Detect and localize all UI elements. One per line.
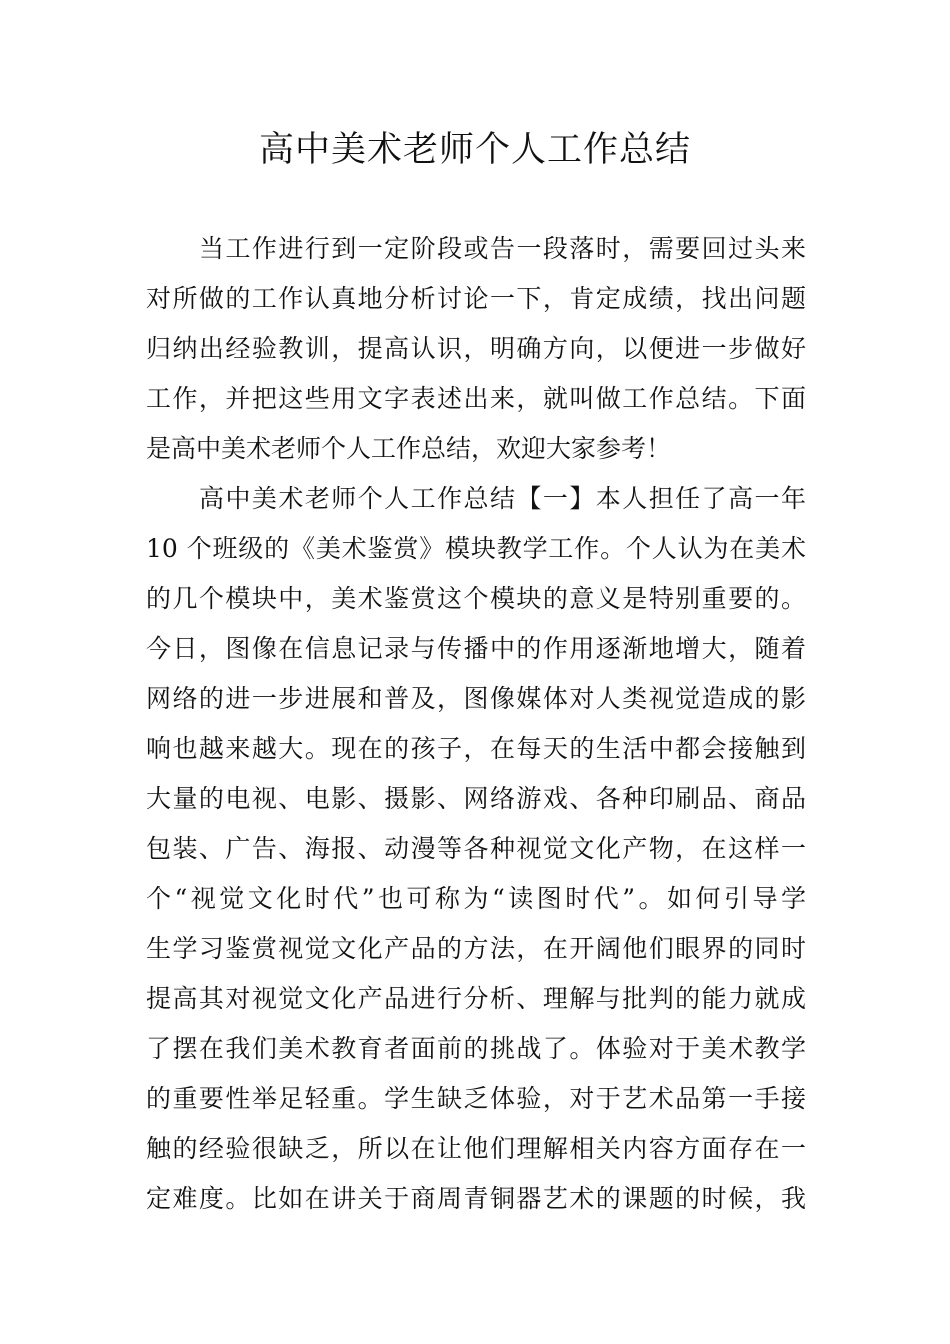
text-line: 今日，图像在信息记录与传播中的作用逐渐地增大，随着: [146, 634, 806, 663]
text-line: 的几个模块中，美术鉴赏这个模块的意义是特别重要的。: [146, 584, 806, 613]
text-line: 高中美术老师个人工作总结【一】本人担任了高一年: [199, 484, 806, 513]
text-line: 定难度。比如在讲关于商周青铜器艺术的课题的时候，我: [146, 1184, 806, 1213]
paragraph-intro: [146, 224, 806, 474]
text-line: 包装、广告、海报、动漫等各种视觉文化产物，在这样一: [146, 834, 806, 863]
document-title: 高中美术老师个人工作总结: [258, 130, 691, 170]
text-line: 生学习鉴赏视觉文化产品的方法，在开阔他们眼界的同时: [146, 934, 806, 963]
text-line: 归纳出经验教训，提高认识，明确方向，以便进一步做好: [146, 334, 806, 363]
text-line: 工作，并把这些用文字表述出来，就叫做工作总结。下面: [146, 384, 806, 413]
text-line: 10 个班级的《美术鉴赏》模块教学工作。个人认为在美术: [146, 534, 806, 563]
document-body: [146, 224, 806, 1224]
text-line: 触的经验很缺乏，所以在让他们理解相关内容方面存在一: [146, 1134, 806, 1163]
text-line: 是高中美术老师个人工作总结，欢迎大家参考！: [146, 434, 672, 463]
text-line: 提高其对视觉文化产品进行分析、理解与批判的能力就成: [146, 984, 806, 1013]
text-line: 对所做的工作认真地分析讨论一下，肯定成绩，找出问题: [146, 284, 806, 313]
text-line: 个“视觉文化时代”也可称为“读图时代”。如何引导学: [146, 884, 806, 913]
text-line: 的重要性举足轻重。学生缺乏体验，对于艺术品第一手接: [146, 1084, 806, 1113]
text-line: 当工作进行到一定阶段或告一段落时，需要回过头来: [199, 234, 806, 263]
paragraph-summary-one: [146, 474, 806, 1224]
text-line: 大量的电视、电影、摄影、网络游戏、各种印刷品、商品: [146, 784, 806, 813]
text-line: 网络的进一步进展和普及，图像媒体对人类视觉造成的影: [146, 684, 806, 713]
text-line: 了摆在我们美术教育者面前的挑战了。体验对于美术教学: [146, 1034, 806, 1063]
text-line: 响也越来越大。现在的孩子，在每天的生活中都会接触到: [146, 734, 806, 763]
